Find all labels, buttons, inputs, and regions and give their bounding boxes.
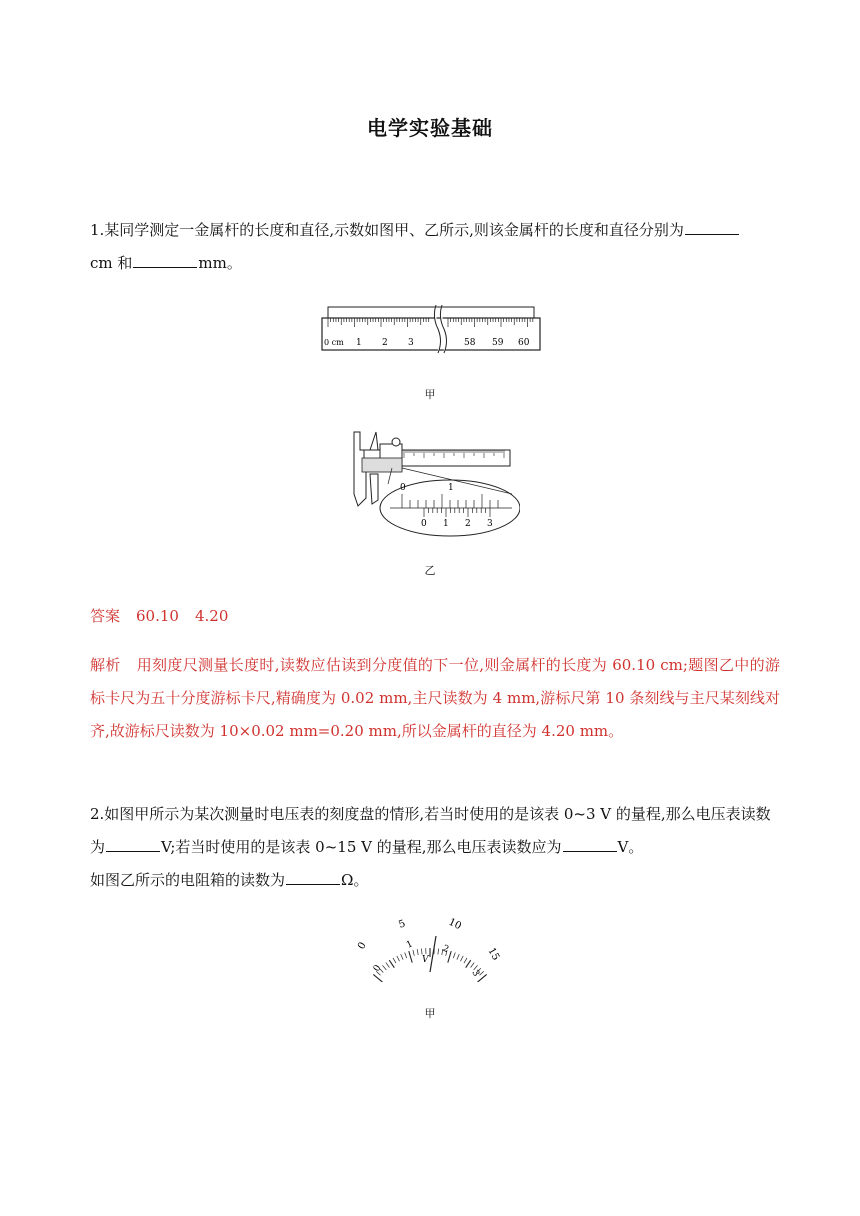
question-1-text: 1.某同学测定一金属杆的长度和直径,示数如图甲、乙所示,则该金属杆的长度和直径分别为 (90, 221, 684, 239)
question-1 (90, 214, 780, 280)
dial-inner-label: 2 (440, 943, 451, 956)
dial-outer-label: 15 (485, 946, 502, 963)
dial-tick (413, 950, 414, 956)
question-2 (90, 798, 780, 897)
answer-blank-diameter[interactable] (133, 253, 197, 268)
ruler-label: 2 (382, 338, 388, 348)
ruler-drawing (318, 305, 544, 355)
dial-tick (389, 960, 394, 968)
question-1-unit-mm: mm。 (198, 254, 242, 272)
dial-tick (401, 954, 403, 960)
question-2-text-c: V。 (617, 838, 644, 856)
answer-line (90, 600, 780, 633)
dial-tick (461, 956, 464, 961)
dial-tick (471, 963, 475, 968)
caliper-vernier-label: 2 (465, 519, 471, 529)
ruler-label: 3 (408, 338, 414, 348)
dial-tick (393, 958, 396, 963)
dial-outer-label: 5 (397, 918, 408, 931)
dial-tick (386, 963, 390, 968)
voltmeter-caption: 甲 (424, 1007, 436, 1020)
dial-tick (466, 960, 471, 968)
question-2-text-e: Ω。 (341, 871, 369, 889)
ruler-label: 0 cm (324, 338, 344, 347)
voltmeter-drawing (350, 912, 510, 982)
ruler-label: 58 (464, 338, 476, 348)
ruler-label: 60 (518, 338, 530, 348)
dial-tick (448, 951, 451, 963)
caliper-main-label: 0 (400, 483, 406, 493)
dial-tick (409, 951, 412, 963)
dial-tick (373, 974, 382, 982)
dial-outer-label: 10 (446, 916, 463, 933)
caliper-drawing (340, 428, 520, 540)
dial-unit-label: V (422, 955, 429, 965)
question-2-text: 2.如图甲所示为某次测量时电压表的刻度盘的情形,若当时使用的是该表 0~3 V 的量程,那么电压表读数为 (90, 805, 771, 856)
answer-label: 答案 (90, 607, 121, 625)
dial-tick (405, 953, 407, 959)
dial-tick (397, 956, 400, 961)
answer-blank-voltage-3v[interactable] (106, 837, 160, 852)
caliper-figure (340, 428, 520, 540)
question-2-text-d: 如图乙所示的电阻箱的读数为 (90, 871, 286, 889)
ruler-label: 59 (492, 338, 504, 348)
analysis-block (90, 649, 780, 748)
answer-blank-length[interactable] (685, 220, 739, 235)
question-2-text-b: V;若当时使用的是该表 0~15 V 的量程,那么电压表读数应为 (161, 838, 562, 856)
dial-outer-label: 0 (356, 940, 369, 952)
answer-value-diameter: 4.20 (194, 607, 229, 625)
ruler-caption: 甲 (424, 388, 436, 401)
caliper-vernier-label: 3 (487, 519, 493, 529)
voltmeter-needle (430, 936, 436, 972)
answer-value-length: 60.10 (136, 607, 179, 625)
caliper-vernier-label: 0 (421, 519, 427, 529)
question-1-unit-cm: cm 和 (90, 254, 133, 272)
voltmeter-figure (350, 912, 510, 982)
dial-inner-label: 1 (405, 939, 415, 951)
dial-tick (453, 953, 455, 959)
dial-tick (438, 949, 439, 955)
answer-blank-voltage-15v[interactable] (563, 837, 617, 852)
caliper-caption: 乙 (424, 564, 436, 577)
dial-tick (417, 949, 418, 955)
caliper-vernier-label: 1 (443, 519, 449, 529)
answer-blank-resistance[interactable] (286, 870, 340, 885)
caliper-main-label: 1 (448, 483, 454, 493)
analysis-text: 用刻度尺测量长度时,读数应估读到分度值的下一位,则金属杆的长度为 60.10 cm;题图乙中的游标卡尺为五十分度游标卡尺,精确度为 0.02 mm,主尺读数为 4 mm,游标尺第 10 条刻线与主尺某刻线对齐,故游标尺读数为 10×0.02 mm=0.20 mm,所以金属杆的直径为 4.20 mm。 (90, 656, 780, 740)
dial-tick (464, 958, 467, 963)
analysis-label: 解析 (90, 656, 121, 674)
dial-inner-label: 3 (469, 968, 481, 979)
dial-tick (457, 954, 459, 960)
dial-tick (478, 974, 487, 982)
ruler-label: 1 (356, 338, 362, 348)
page-title: 电学实验基础 (367, 116, 493, 140)
dial-inner-label: 0 (371, 963, 384, 974)
dial-tick (421, 949, 422, 955)
ruler-figure (318, 305, 544, 355)
